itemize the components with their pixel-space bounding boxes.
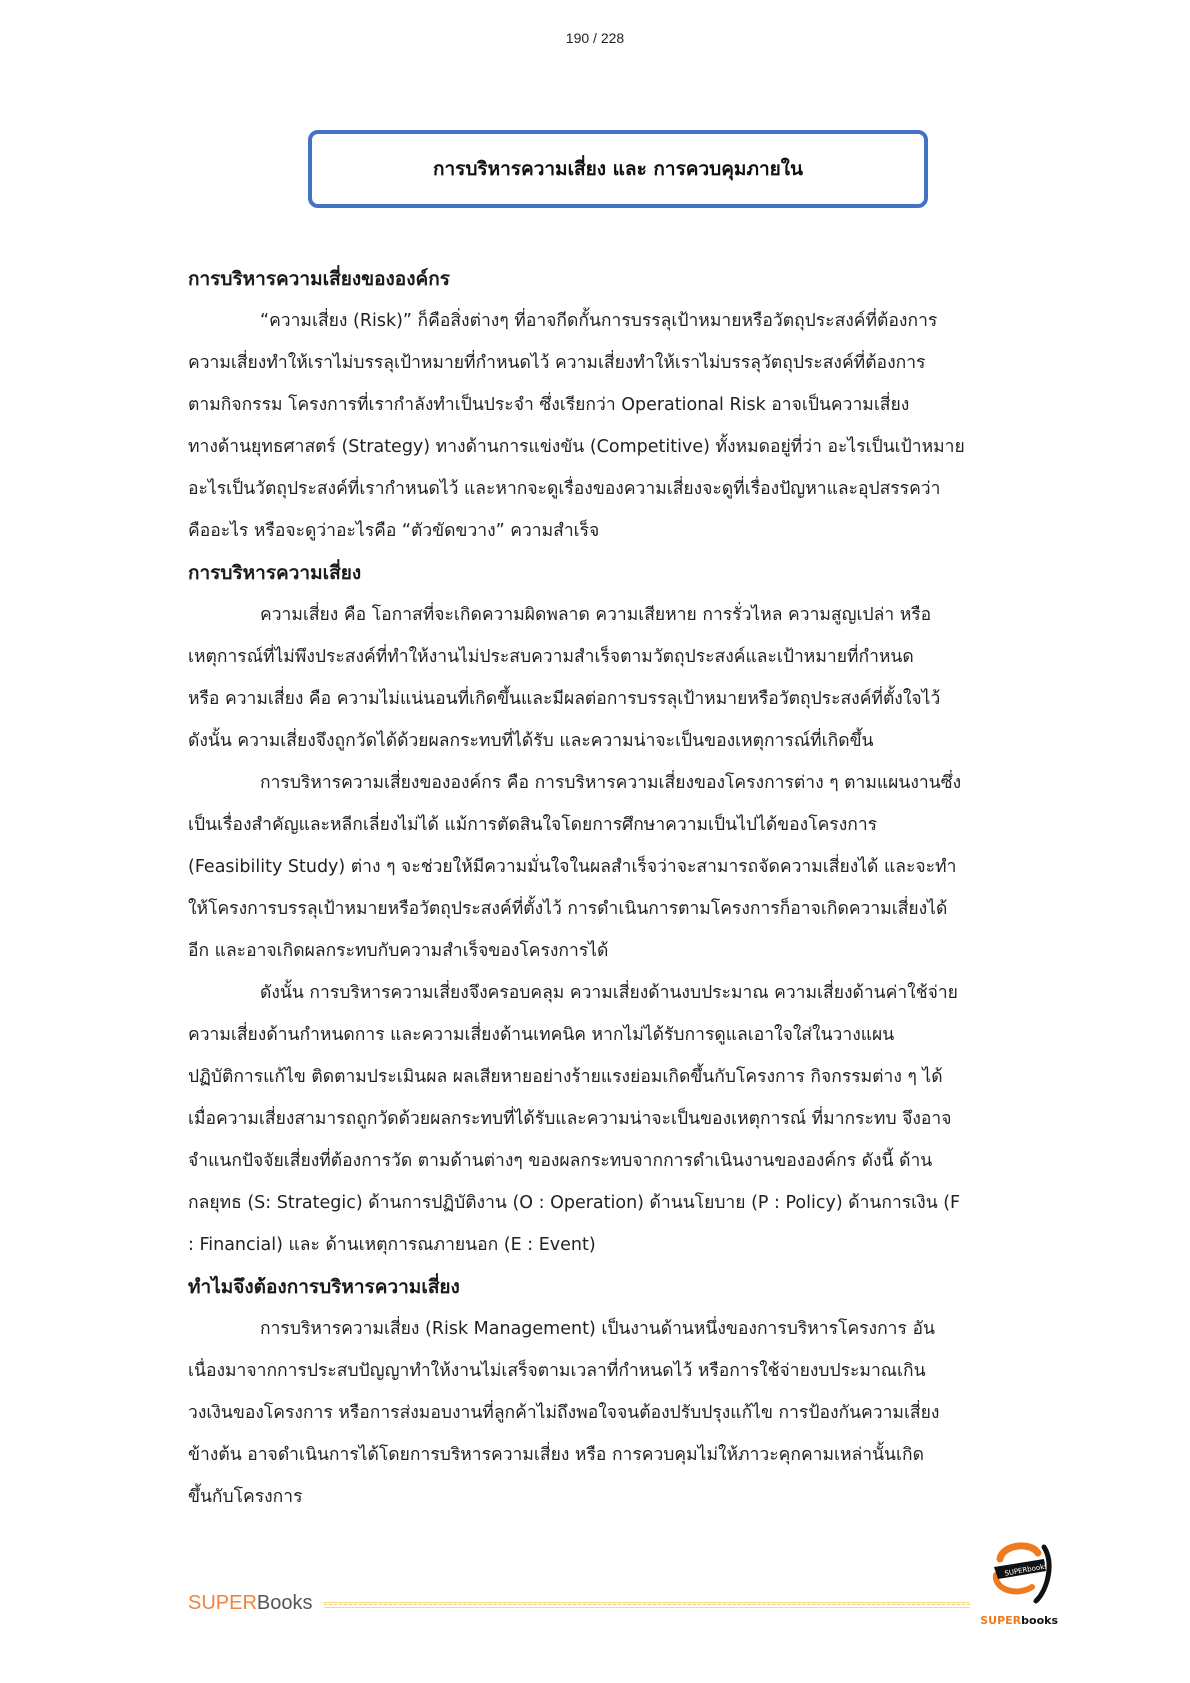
paragraph-line: อะไรเป็นวัตถุประสงค์ที่เรากำหนดไว้ และหากจะดูเรื่องของความเสี่ยงจะดูที่เรื่องปัญหาและอุปสรรคว่า — [188, 479, 941, 499]
brand-super: SUPER — [188, 1592, 257, 1614]
title-box — [308, 130, 928, 208]
paragraph-line: ให้โครงการบรรลุเป้าหมายหรือวัตถุประสงค์ที่ตั้งไว้ การดำเนินการตามโครงการก็อาจเกิดความเสี่ยงได้ — [188, 899, 948, 919]
paragraph-line: ข้างต้น อาจดำเนินการได้โดยการบริหารความเสี่ยง หรือ การควบคุมไม่ให้ภาวะคุกคามเหล่านั้นเกิด — [188, 1445, 924, 1465]
paragraph-line: เป็นเรื่องสำคัญและหลีกเลี่ยงไม่ได้ แม้การตัดสินใจโดยการศึกษาความเป็นไปได้ของโครงการ — [188, 815, 878, 835]
section-heading: การบริหารความเสี่ยง — [188, 562, 362, 584]
paragraph-line: หรือ ความเสี่ยง คือ ความไม่แน่นอนที่เกิดขึ้นและมีผลต่อการบรรลุเป้าหมายหรือวัตถุประสงค์ที่ตั้งใจไว้ — [188, 689, 941, 709]
paragraph-line: เหตุการณ์ที่ไม่พึงประสงค์ที่ทำให้งานไม่ประสบความสำเร็จตามวัตถุประสงค์และเป้าหมายที่กำหนด — [188, 647, 914, 667]
paragraph-line: การบริหารความเสี่ยงขององค์กร คือ การบริหารความเสี่ยงของโครงการต่าง ๆ ตามแผนงานซึ่ง — [260, 773, 962, 793]
paragraph-line: ดังนั้น ความเสี่ยงจึงถูกวัดได้ด้วยผลกระทบที่ได้รับ และความน่าจะเป็นของเหตุการณ์ที่เกิดขึ้น — [188, 731, 874, 751]
section-heading: การบริหารความเสี่ยงขององค์กร — [188, 268, 450, 290]
paragraph-line: ขึ้นกับโครงการ — [188, 1487, 303, 1507]
paragraph-line: จำแนกปัจจัยเสี่ยงที่ต้องการวัด ตามด้านต่างๆ ของผลกระทบจากการดำเนินงานขององค์กร ดังนี้ ด้าน — [188, 1151, 933, 1171]
superbooks-logo-icon — [972, 1537, 1058, 1627]
logo-swirl-icon — [972, 1537, 1058, 1609]
paragraph-line: การบริหารความเสี่ยง (Risk Management) เป็นงานด้านหนึ่งของการบริหารโครงการ อัน — [260, 1319, 935, 1339]
svg-text:SUPERbooks: SUPERbooks — [1003, 1562, 1049, 1578]
page-footer — [188, 1562, 1058, 1627]
paragraph-line: เมื่อความเสี่ยงสามารถถูกวัดด้วยผลกระทบที่ได้รับและความน่าจะเป็นของเหตุการณ์ ที่มากระทบ จึงอาจ — [188, 1109, 952, 1129]
paragraph-line: ทางด้านยุทธศาสตร์ (Strategy) ทางด้านการแข่งขัน (Competitive) ทั้งหมดอยู่ที่ว่า อะไรเป็นเป้าหมาย — [188, 437, 965, 457]
paragraph-line: “ความเสี่ยง (Risk)” ก็คือสิ่งต่างๆ ที่อาจกีดกั้นการบรรลุเป้าหมายหรือวัตถุประสงค์ที่ต้องการ — [260, 311, 938, 331]
paragraph-line: (Feasibility Study) ต่าง ๆ จะช่วยให้มีความมั่นใจในผลสำเร็จว่าจะสามารถจัดความเสี่ยงได้ และจะทำ — [188, 857, 957, 877]
paragraph-line: ความเสี่ยงด้านกำหนดการ และความเสี่ยงด้านเทคนิค หากไม่ได้รับการดูแลเอาใจใส่ในวางแผน — [188, 1025, 895, 1045]
paragraph-line: : Financial) และ ด้านเหตุการณภายนอก (E : Event) — [188, 1235, 596, 1255]
paragraph-line: ปฏิบัติการแก้ไข ติดตามประเมินผล ผลเสียหายอย่างร้ายแรงย่อมเกิดขึ้นกับโครงการ กิจกรรมต่าง ๆ ได้ — [188, 1067, 943, 1087]
page-title: การบริหารความเสี่ยง และ การควบคุมภายใน — [432, 158, 804, 180]
footer-brand — [188, 1583, 313, 1623]
paragraph-line: คืออะไร หรือจะดูว่าอะไรคือ “ตัวขัดขวาง” ความสำเร็จ — [188, 521, 600, 541]
section-heading: ทำไมจึงต้องการบริหารความเสี่ยง — [188, 1276, 460, 1298]
paragraph-line: วงเงินของโครงการ หรือการส่งมอบงานที่ลูกค้าไม่ถึงพอใจจนต้องปรับปรุงแก้ไข การป้องกันความเสี่ยง — [188, 1403, 940, 1423]
paragraph-line: ความเสี่ยง คือ โอกาสที่จะเกิดความผิดพลาด ความเสียหาย การรั่วไหล ความสูญเปล่า หรือ — [260, 605, 932, 625]
document-body — [188, 258, 1058, 1518]
paragraph-line: กลยุทธ (S: Strategic) ด้านการปฏิบัติงาน (O : Operation) ด้านนโยบาย (P : Policy) ด้านการเงิน (F — [188, 1193, 961, 1213]
paragraph-line: อีก และอาจเกิดผลกระทบกับความสำเร็จของโครงการได้ — [188, 941, 609, 961]
logo-wordmark: SUPERbooks — [980, 1614, 1058, 1627]
paragraph-line: เนื่องมาจากการประสบปัญญาทำให้งานไม่เสร็จตามเวลาที่กำหนดไว้ หรือการใช้จ่ายงบประมาณเกิน — [188, 1361, 926, 1381]
paragraph-line: ความเสี่ยงทำให้เราไม่บรรลุเป้าหมายที่กำหนดไว้ ความเสี่ยงทำให้เราไม่บรรลุวัตถุประสงค์ที่ต้องการ — [188, 353, 926, 373]
brand-books: Books — [256, 1592, 313, 1614]
paragraph-line: ตามกิจกรรม โครงการที่เรากำลังทำเป็นประจำ ซึ่งเรียกว่า Operational Risk อาจเป็นความเสี่ยง — [188, 395, 910, 415]
footer-divider — [324, 1602, 970, 1608]
page-indicator: 190 / 228 — [565, 30, 625, 46]
paragraph-line: ดังนั้น การบริหารความเสี่ยงจึงครอบคลุม ความเสี่ยงด้านงบประมาณ ความเสี่ยงด้านค่าใช้จ่าย — [260, 983, 958, 1003]
